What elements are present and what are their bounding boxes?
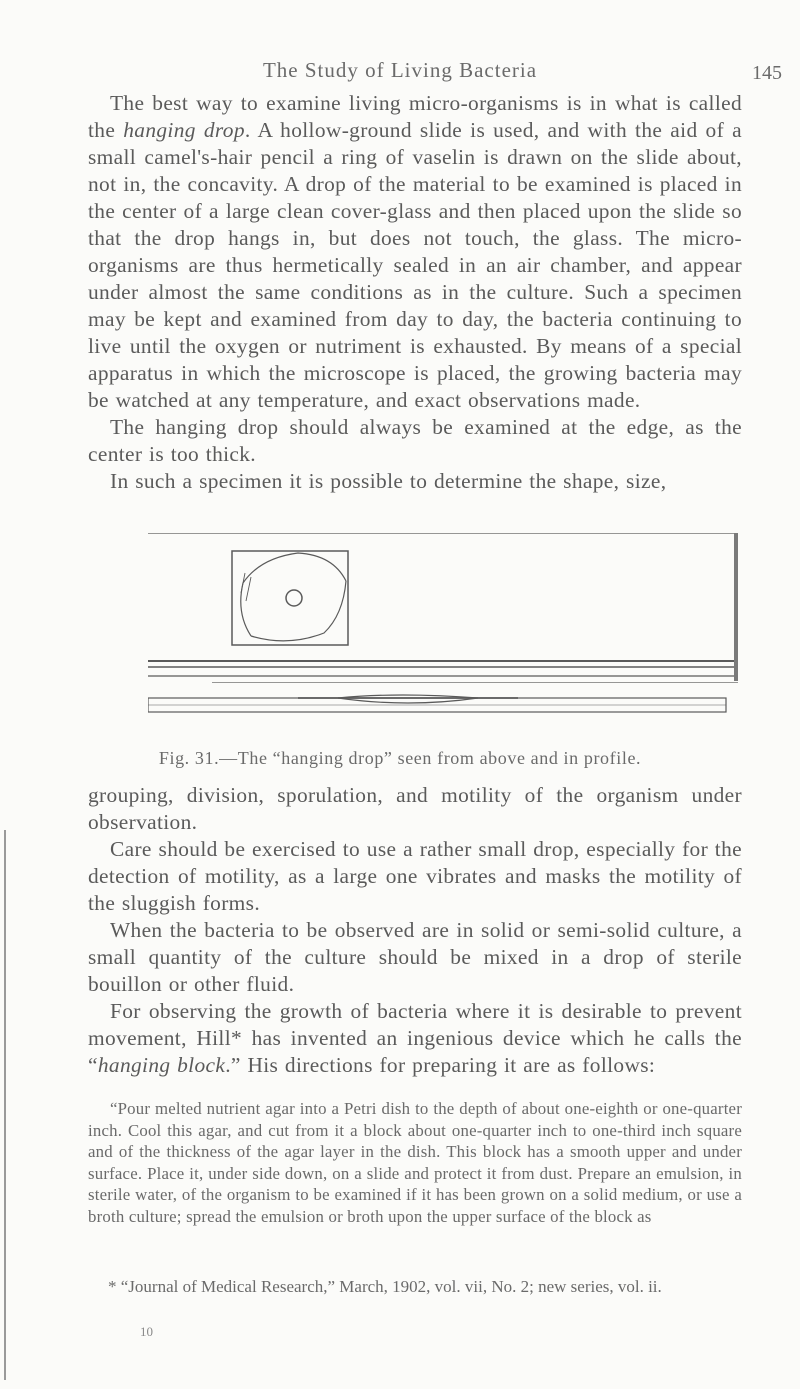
paragraph-solid-culture: When the bacteria to be observed are in solid or semi-solid culture, a small quantity of the culture should be mixed in a drop of sterile bouillon or other fluid. bbox=[88, 918, 742, 996]
figure-profile bbox=[148, 694, 738, 720]
paragraph-specimen: In such a specimen it is possible to determine the shape, size, bbox=[110, 469, 667, 493]
paragraph-small-drop: Care should be exercised to use a rather small drop, especially for the detection of motility, as a large one vibrates and masks the motility of the sluggish forms. bbox=[88, 837, 742, 915]
signature-mark: 10 bbox=[140, 1324, 153, 1339]
paragraph-hanging-block: For observing the growth of bacteria where it is desirable to prevent movement, Hill* has invented an ingenious device which he calls the “hanging block.” His directions for preparing it are as follows: bbox=[88, 999, 742, 1077]
term-hanging-block: hanging block bbox=[97, 1053, 226, 1077]
running-head: The Study of Living Bacteria bbox=[262, 58, 538, 82]
scan-edge-line bbox=[4, 830, 6, 1380]
page-number: 145 bbox=[752, 62, 782, 84]
footnote bbox=[88, 1276, 742, 1297]
quote-text: “Pour melted nutrient agar into a Petri dish to the depth of about one-eighth or one-quarter inch. Cool this agar, and cut from it a block about one-quarter inch to one-third inch square and of the thickness of the agar layer in the dish. This block has a smooth upper and under surface. Place it, under side down, on a slide and protect it from dust. Prepare an emulsion, in sterile water, of the organism to be examined if it has been grown on a solid medium, or use a broth culture; spread the emulsion or broth upon the upper surface of the block as bbox=[88, 1099, 742, 1226]
slide-top-view bbox=[148, 533, 738, 681]
footnote-text: * “Journal of Medical Research,” March, 1902, vol. vii, No. 2; new series, vol. ii. bbox=[108, 1277, 662, 1296]
paragraph-hanging-drop: The best way to examine living micro-organisms is in what is called the hanging drop. A hollow-ground slide is used, and with the aid of a small camel's-hair pencil a ring of vaselin is drawn on the slide about, not in, the concavity. A drop of the material to be examined is placed in the center of a large clean cover-glass and then placed upon the slide so that the drop hangs in, but does not touch, the glass. The micro-organisms are thus hermetically sealed in an air chamber, and appear under almost the same conditions as in the culture. Such a specimen may be kept and examined from day to day, the bacteria continuing to live until the oxygen or nutriment is exhausted. By means of a special apparatus in which the microscope is placed, the growing bacteria may be watched at any temperature, and exact observations made. bbox=[88, 91, 742, 412]
figure-caption: Fig. 31.—The “hanging drop” seen from above and in profile. bbox=[158, 748, 642, 768]
paragraph-continued: grouping, division, sporulation, and motility of the organism under observation. bbox=[88, 783, 742, 834]
body-text-bottom bbox=[88, 782, 742, 1079]
term-hanging-drop: hanging drop bbox=[123, 118, 245, 142]
paragraph-edge: The hanging drop should always be examined at the edge, as the center is too thick. bbox=[88, 415, 742, 466]
body-text-top bbox=[88, 90, 742, 495]
figure-hanging-drop bbox=[148, 533, 738, 683]
block-quote bbox=[88, 1098, 742, 1227]
